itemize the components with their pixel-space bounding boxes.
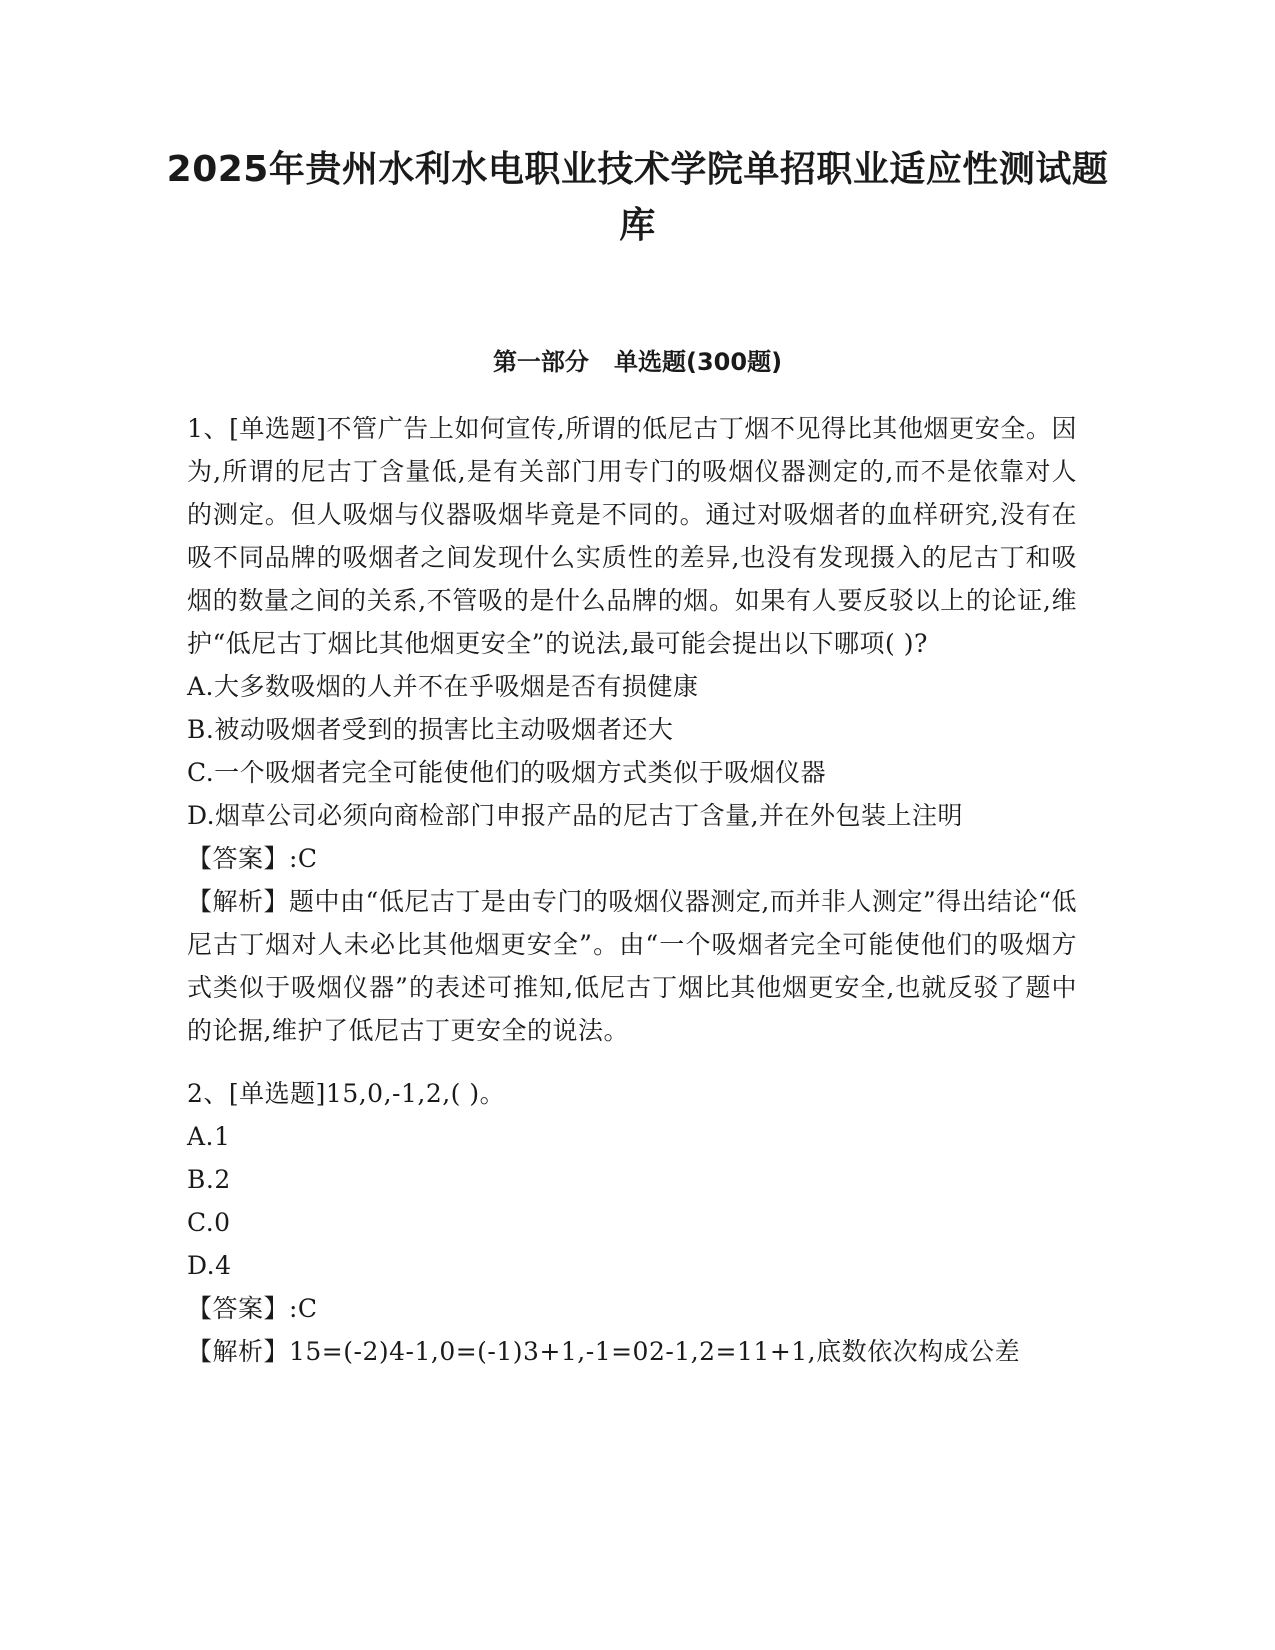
option-a: A.1 [187, 1122, 231, 1151]
section-heading: 第一部分 单选题(300题) [492, 348, 783, 376]
option-c: C.一个吸烟者完全可能使他们的吸烟方式类似于吸烟仪器 [187, 758, 827, 787]
question-stem: 2、[单选题]15,0,-1,2,( )。 [187, 1079, 506, 1108]
option-b: B.被动吸烟者受到的损害比主动吸烟者还大 [187, 715, 674, 744]
question-stem: 1、[单选题]不管广告上如何宣传,所谓的低尼古丁烟不见得比其他烟更安全。因为,所谓的尼古丁含量低,是有关部门用专门的吸烟仪器测定的,而不是依靠对人的测定。但人吸烟与仪器吸烟毕竟是不同的。通过对吸烟者的血样研究,没有在吸不同品牌的吸烟者之间发现什么实质性的差异,也没有发现摄入的尼古丁和吸烟的数量之间的关系,不管吸的是什么品牌的烟。如果有人要反驳以上的论证,维护“低尼古丁烟比其他烟更安全”的说法,最可能会提出以下哪项( )? [187, 414, 1077, 658]
question-spacer [187, 1052, 1077, 1072]
answer-line: 【答案】:C [187, 844, 318, 873]
option-a: A.大多数吸烟的人并不在乎吸烟是否有损健康 [187, 672, 699, 701]
document-title: 2025年贵州水利水电职业技术学院单招职业适应性测试题库 [166, 149, 1109, 246]
question-1 [187, 407, 1077, 1052]
option-c: C.0 [187, 1208, 231, 1237]
option-d: D.烟草公司必须向商检部门申报产品的尼古丁含量,并在外包装上注明 [187, 801, 964, 830]
question-list [187, 407, 1077, 1373]
answer-line: 【答案】:C [187, 1294, 318, 1323]
option-b: B.2 [187, 1165, 231, 1194]
analysis-text: 【解析】题中由“低尼古丁是由专门的吸烟仪器测定,而并非人测定”得出结论“低尼古丁烟对人未必比其他烟更安全”。由“一个吸烟者完全可能使他们的吸烟方式类似于吸烟仪器”的表述可推知,低尼古丁烟比其他烟更安全,也就反驳了题中的论据,维护了低尼古丁更安全的说法。 [187, 887, 1077, 1045]
question-2 [187, 1072, 1077, 1373]
option-d: D.4 [187, 1251, 232, 1280]
analysis-text: 【解析】15=(-2)4-1,0=(-1)3+1,-1=02-1,2=11+1,底数依次构成公差 [187, 1337, 1021, 1366]
